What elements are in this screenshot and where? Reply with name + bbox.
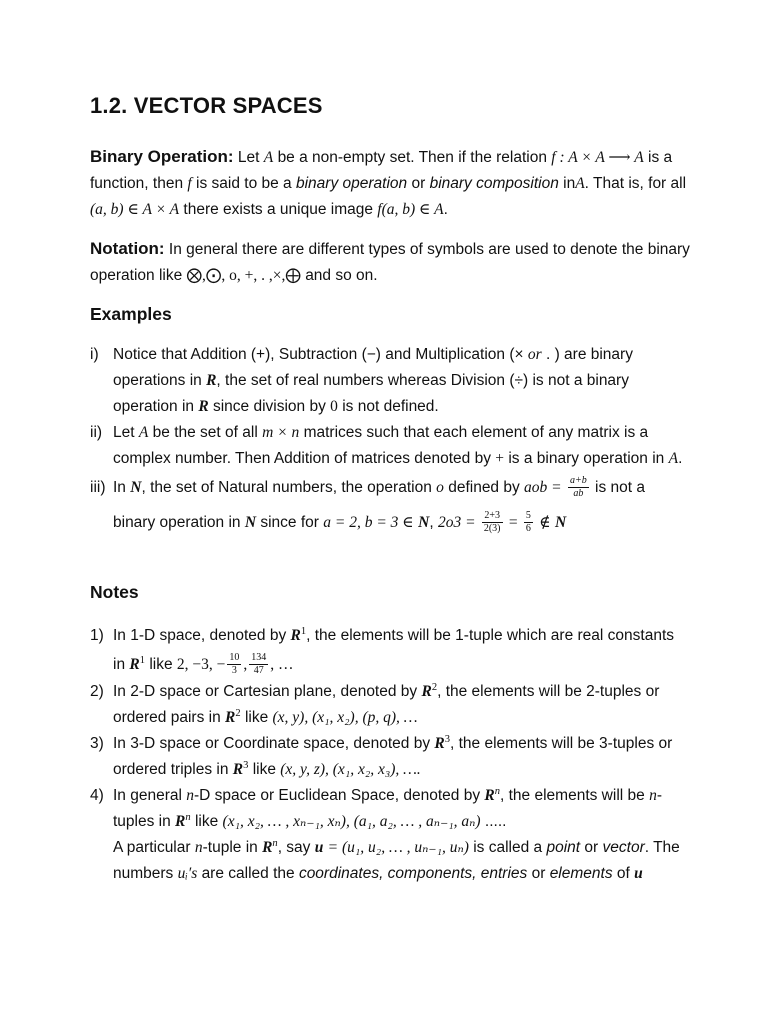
fraction: $\frac{5}{6}$ [525, 510, 531, 535]
list-item: ii) Let A be the set of all m × n matrices such that each element of any matrix is a complex number. Then Addition of matrices denoted by + is a binary operation in A. [90, 424, 683, 467]
list-item: iii) In N, the set of Natural numbers, the operation o defined by aob = $\frac{a+b}{ab}$ is not a binary operation in N since for a = 2, b = 3 ∈ N, 2o3 = $\frac{2+3}{2(3)}$ = $\frac{5}{6}$ ∉ N [90, 475, 645, 535]
list-item: 4) In general n-D space or Euclidean Space, denoted by $R^n$, the elements will be n-tuples in $R^n$ like (x₁, x₂, … , xₙ₋₁, xₙ), (a₁, a₂, … , aₙ₋₁, aₙ) ..... A particular n-tuple in $R^n$, say u = (u₁, u₂, … , uₙ₋₁, uₙ) is called a point or vector. The numbers uᵢ′s are called the coordinates, components, entries or elements of u [90, 785, 680, 882]
fraction: $\frac{134}{47}$ [251, 652, 267, 677]
notes-list [90, 621, 690, 887]
relation-formula: f : A × A ⟶ A [551, 149, 644, 166]
operation-symbols: ⨂,⨀, o, +, . ,×,⨁ [186, 267, 301, 284]
binary-operation-label: Binary Operation: [90, 147, 234, 166]
list-item: 3) In 3-D space or Coordinate space, denoted by $R^3$, the elements will be 3-tuples or ordered triples in $R^3$ like (x, y, z), (x₁, x₂, x₃), …. [90, 733, 673, 778]
examples-heading: Examples [90, 304, 172, 324]
term-binary-operation: binary operation [295, 175, 408, 192]
fraction: $\frac{a+b}{ab}$ [569, 475, 587, 500]
notation-label: Notation: [90, 239, 165, 258]
notation-paragraph: Notation: In general there are different types of symbols are used to denote the binary operation like ⨂,⨀, o, +, . ,×,⨁ and so on. [90, 239, 690, 284]
list-item: 1) In 1-D space, denoted by $R^1$, the elements will be 1-tuple which are real constants in $R^1$ like 2, −3, − $\frac{10}{3}$ , $\frac{134}{47}$ , … [90, 625, 675, 677]
list-item: i) Notice that Addition (+), Subtraction (−) and Multiplication (× or . ) are binary operations in R, the set of real numbers whereas Division (÷) is not a binary operation in R since division by 0 is not defined. [90, 346, 633, 415]
binary-operation-paragraph: Binary Operation: Let A be a non-empty set. Then if the relation f : A × A ⟶ A is a function, then f is said to be a binary operation or binary composition inA. That is, for all (a, b) ∈ A × A there exists a unique image f(a, b) ∈ A. [90, 147, 687, 218]
notes-heading: Notes [90, 582, 139, 602]
fraction: $\frac{10}{3}$ [229, 652, 240, 677]
examples-list [90, 342, 690, 540]
fraction: $\frac{2+3}{2(3)}$ [483, 510, 501, 535]
term-binary-composition: binary composition [429, 175, 559, 192]
page-title: 1.2. VECTOR SPACES [90, 93, 323, 118]
list-item: 2) In 2-D space or Cartesian plane, denoted by $R^2$, the elements will be 2-tuples or ordered pairs in $R^2$ like (x, y), (x₁, x₂), (p, q), … [90, 681, 660, 726]
